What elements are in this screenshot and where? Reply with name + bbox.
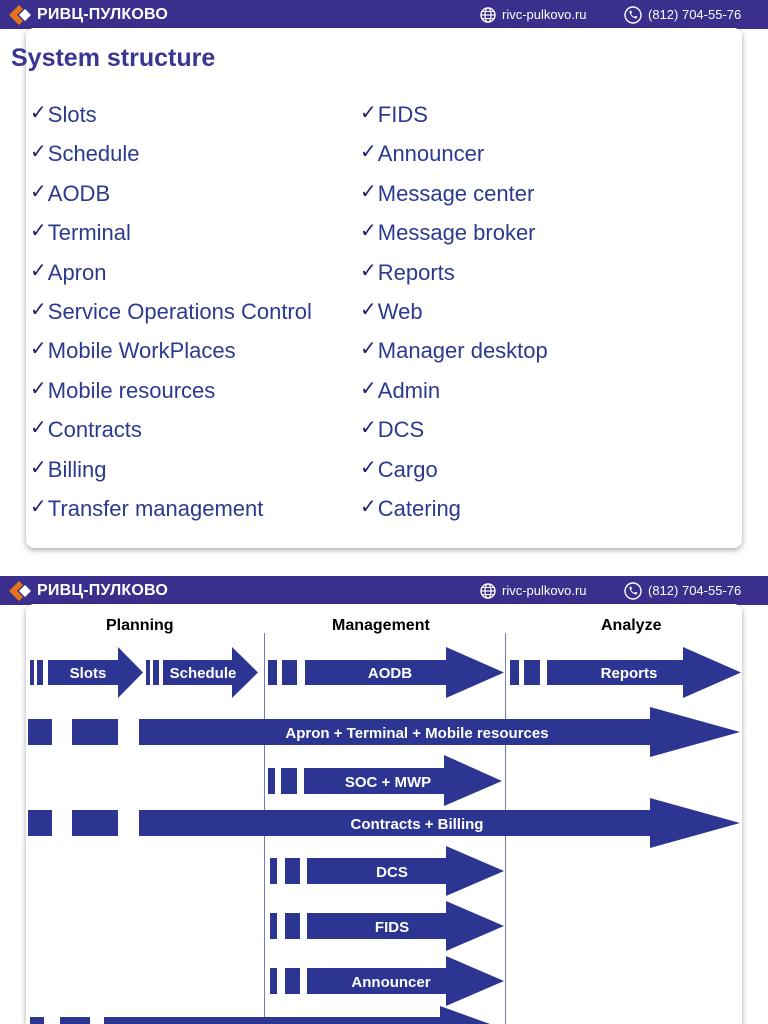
list-item: ✓ Transfer management: [30, 495, 264, 521]
check-icon: ✓: [30, 495, 47, 518]
check-icon: ✓: [30, 298, 47, 321]
list-item: ✓ Admin: [360, 377, 441, 403]
announcer-label: Announcer: [351, 974, 431, 991]
list-item: ✓ Service Operations Control: [30, 298, 312, 324]
check-icon: ✓: [360, 338, 377, 361]
list-item: ✓ Web: [360, 298, 423, 324]
contracts-billing-arrow: [28, 798, 740, 848]
check-icon: ✓: [30, 180, 47, 203]
brand-name: РИВЦ-ПУЛКОВО: [37, 6, 169, 23]
check-icon: ✓: [30, 377, 47, 400]
list-item: ✓ Mobile resources: [30, 377, 216, 403]
check-icon: ✓: [30, 417, 47, 440]
dcs-arrow: [270, 846, 504, 896]
apron-label: Apron + Terminal + Mobile resources: [285, 725, 549, 742]
list-item: ✓ Apron: [30, 259, 107, 285]
check-icon: ✓: [30, 141, 47, 164]
phase-management: Management: [332, 617, 430, 634]
check-icon: ✓: [360, 456, 377, 479]
schedule-label: Schedule: [169, 665, 237, 682]
soc-mwp-arrow: [268, 755, 502, 806]
list-item: ✓ Message broker: [360, 220, 536, 246]
list-item: ✓ Billing: [30, 456, 107, 482]
list-item: ✓ Message center: [360, 180, 535, 206]
check-icon: ✓: [30, 456, 47, 479]
list-item: ✓ Manager desktop: [360, 338, 548, 364]
check-icon: ✓: [360, 259, 377, 282]
brand-name: РИВЦ-ПУЛКОВО: [37, 582, 169, 599]
check-icon: ✓: [360, 102, 377, 124]
check-icon: ✓: [30, 220, 47, 243]
check-icon: ✓: [30, 102, 47, 124]
list-item: ✓ Contracts: [30, 417, 142, 443]
check-icon: ✓: [360, 377, 377, 400]
website-text: rivc-pulkovo.ru: [502, 583, 587, 598]
list-item: ✓ Cargo: [360, 456, 438, 482]
reports-label: Reports: [600, 665, 658, 682]
phase-analyze: Analyze: [601, 617, 662, 634]
check-icon: ✓: [360, 495, 377, 518]
slots-label: Slots: [69, 665, 107, 682]
list-item: ✓ DCS: [360, 417, 425, 443]
phase-planning: Planning: [106, 617, 174, 634]
schedule-arrow: [146, 647, 258, 698]
partial-arrow: [30, 1006, 490, 1024]
reports-arrow: [510, 647, 741, 698]
website-text: rivc-pulkovo.ru: [502, 7, 587, 22]
check-icon: ✓: [30, 338, 47, 361]
list-item: ✓ FIDS: [360, 102, 428, 127]
check-icon: ✓: [30, 259, 47, 282]
list-item: ✓ AODB: [30, 180, 111, 206]
fids-arrow: [270, 901, 504, 951]
check-icon: ✓: [360, 141, 377, 164]
check-icon: ✓: [360, 298, 377, 321]
list-item: ✓ Terminal: [30, 220, 131, 246]
dcs-label: DCS: [376, 864, 408, 881]
list-item: ✓ Announcer: [360, 141, 485, 167]
apron-terminal-arrow: [28, 707, 740, 757]
contracts-label: Contracts + Billing: [350, 816, 484, 833]
page-title: System structure: [11, 44, 216, 72]
fids-label: FIDS: [374, 919, 410, 936]
phone-text: (812) 704-55-76: [648, 583, 742, 598]
check-icon: ✓: [360, 220, 377, 243]
slots-arrow: [30, 647, 143, 698]
phone-text: (812) 704-55-76: [648, 7, 742, 22]
soc-label: SOC + MWP: [344, 774, 432, 791]
list-item: ✓ Reports: [360, 259, 455, 285]
announcer-arrow: [270, 956, 504, 1006]
list-item: ✓ Mobile WorkPlaces: [30, 338, 236, 364]
list-item: ✓ Catering: [360, 495, 461, 521]
check-icon: ✓: [360, 417, 377, 440]
check-icon: ✓: [360, 180, 377, 203]
aodb-arrow: [268, 647, 504, 698]
list-item: ✓ Schedule: [30, 141, 140, 167]
aodb-label: AODB: [367, 665, 413, 682]
list-item: ✓ Slots: [30, 102, 97, 127]
